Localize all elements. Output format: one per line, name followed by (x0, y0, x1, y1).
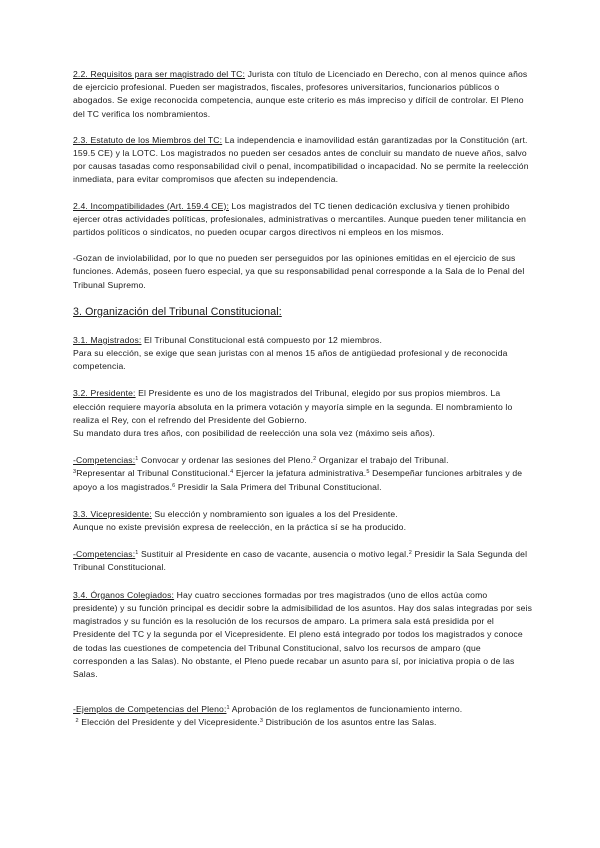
footnote-num: 3 (259, 718, 264, 725)
paragraph-vicepresidente (73, 508, 533, 521)
paragraph-requisitos (73, 68, 533, 121)
competencia-text: Presidir la Sala Segunda del Tribunal Constitucional. (73, 549, 528, 573)
section-heading-organizacion: 3. Organización del Tribunal Constitucional: (73, 305, 282, 318)
label-requisitos: 2.2. Requisitos para ser magistrado del TC: (73, 69, 246, 79)
paragraph-presidente (73, 387, 533, 427)
competencia-text: Convocar y ordenar las sesiones del Pleno. (138, 455, 314, 466)
text-organos-colegiados: Hay cuatro secciones formadas por tres magistrados (uno de ellos actúa como presidente) y su función principal es decidir sobre la admisibilidad de los asuntos. Hay dos salas integradas por seis magistrados y su función es la resolución de los recursos de amparo. La primera sala está presidida por el Presidente del TC y la segunda por el Vicepresidente. El pleno está integrado por todos los magistrados y conoce de todas las cuestiones de competencia del Tribunal Constitucional, salvo los recursos de amparo (que corresponden a las Salas). No obstante, el Pleno puede recabar un asunto para sí, por iniciativa propia o de las Salas. (73, 589, 533, 679)
paragraph-ejemplos-pleno (73, 703, 533, 729)
label-ejemplos-pleno: -Ejemplos de Competencias del Pleno: (73, 704, 227, 715)
label-vicepresidente: 3.3. Vicepresidente: (73, 508, 152, 519)
text-vicepresidente-1: Su elección y nombramiento son iguales a los del Presidente. (151, 508, 398, 519)
footnote-num: 1 (135, 456, 139, 463)
footnote-num: 3 (73, 469, 77, 476)
paragraph-incompatibilidades (73, 200, 533, 240)
text-presidente-1: El Presidente es uno de los magistrados del Tribunal, elegido por sus propios miembros. La elección requiere mayoría absoluta en la primera votación y mayoría simple en la segunda. El nombramiento lo realiza el Rey, con el refrendo del Presidente del Gobierno. (73, 388, 513, 425)
document-body (73, 68, 533, 730)
label-organos-colegiados: 3.4. Órganos Colegiados: (73, 589, 175, 600)
paragraph-magistrados-eleccion: Para su elección, se exige que sean juristas con al menos 15 años de antigüedad profesional y de reconocida competencia. (73, 348, 508, 372)
text-requisitos: Jurista con título de Licenciado en Derecho, con al menos quince años de ejercicio profesional. Pueden ser magistrados, fiscales, profesores universitarios, funcionarios públicos o abogados. Se exige reconocida competencia, aunque este criterio es más impreciso y difícil de controlar. El Pleno del TC verifica los nombramientos. (73, 69, 528, 119)
competencia-text: Sustituir al Presidente en caso de vacante, ausencia o motivo legal. (138, 549, 409, 560)
text-magistrados-1: El Tribunal Constitucional está compuesto por 12 miembros. (141, 334, 382, 345)
label-presidente: 3.2. Presidente: (73, 388, 136, 399)
competencia-text: Presidir la Sala Primera del Tribunal Constitucional. (175, 481, 382, 492)
label-estatuto: 2.3. Estatuto de los Miembros del TC: (73, 134, 223, 145)
label-competencias-vicepresidente: -Competencias: (73, 549, 136, 560)
paragraph-competencias-presidente (73, 454, 533, 494)
footnote-num: 4 (230, 469, 234, 476)
paragraph-estatuto (73, 134, 533, 187)
paragraph-magistrados (73, 334, 533, 347)
footnote-num: 2 (313, 456, 317, 463)
text-incompatibilidades: Los magistrados del TC tienen dedicación exclusiva y tienen prohibido ejercer otras actividades políticas, profesionales, administrativas o mercantiles. Aunque pueden tener militancia en partidos políticos o sindicatos, no pueden ocupar cargos directivos ni empleos en los mismos. (73, 200, 527, 238)
footnote-num: 1 (226, 705, 230, 712)
competencia-text: Ejercer la jefatura administrativa. (233, 468, 367, 479)
paragraph-organos-colegiados (73, 589, 533, 681)
text-estatuto: La independencia e inamovilidad están garantizadas por la Constitución (art. 159.5 CE) y la LOTC. Los magistrados no pueden ser cesados antes de concluir su mandato de nueve años, salvo por causas tasadas como responsabilidad civil o penal, incompatibilidad o incapacidad. No se permite la reelección inmediata, para evitar compromisos que afecten su independencia. (73, 134, 529, 185)
paragraph-competencias-vicepresidente (73, 548, 533, 574)
footnote-num: 2 (408, 550, 412, 557)
ejemplo-text: Distribución de los asuntos entre las Salas. (263, 717, 437, 728)
paragraph-vicepresidente-reeleccion: Aunque no existe previsión expresa de reelección, en la práctica sí se ha producido. (73, 522, 407, 533)
paragraph-inviolabilidad: -Gozan de inviolabilidad, por lo que no pueden ser perseguidos por las opiniones emitidas en el ejercicio de sus funciones. Además, poseen fuero especial, ya que su responsabilidad penal corresponde a la Sala de lo Penal del Tribunal Supremo. (73, 253, 525, 290)
footnote-num: 5 (366, 469, 370, 476)
footnote-num: 6 (172, 482, 176, 489)
competencia-text: Representar al Tribunal Constitucional. (76, 468, 231, 479)
label-competencias-presidente: -Competencias: (73, 455, 136, 466)
label-incompatibilidades: 2.4. Incompatibilidades (Art. 159.4 CE): (73, 200, 229, 211)
ejemplo-text: Aprobación de los reglamentos de funcionamiento interno. (229, 704, 463, 715)
ejemplo-text: Elección del Presidente y del Vicepresidente. (78, 717, 260, 728)
competencia-text: Organizar el trabajo del Tribunal. (316, 455, 449, 466)
competencia-text: Desempeñar funciones arbitrales y de apoyo a los magistrados. (73, 468, 523, 492)
footnote-num: 2 (75, 718, 79, 725)
footnote-num: 1 (135, 550, 139, 557)
label-magistrados: 3.1. Magistrados: (73, 334, 142, 345)
paragraph-presidente-mandato: Su mandato dura tres años, con posibilidad de reelección una sola vez (máximo seis años). (73, 428, 436, 439)
